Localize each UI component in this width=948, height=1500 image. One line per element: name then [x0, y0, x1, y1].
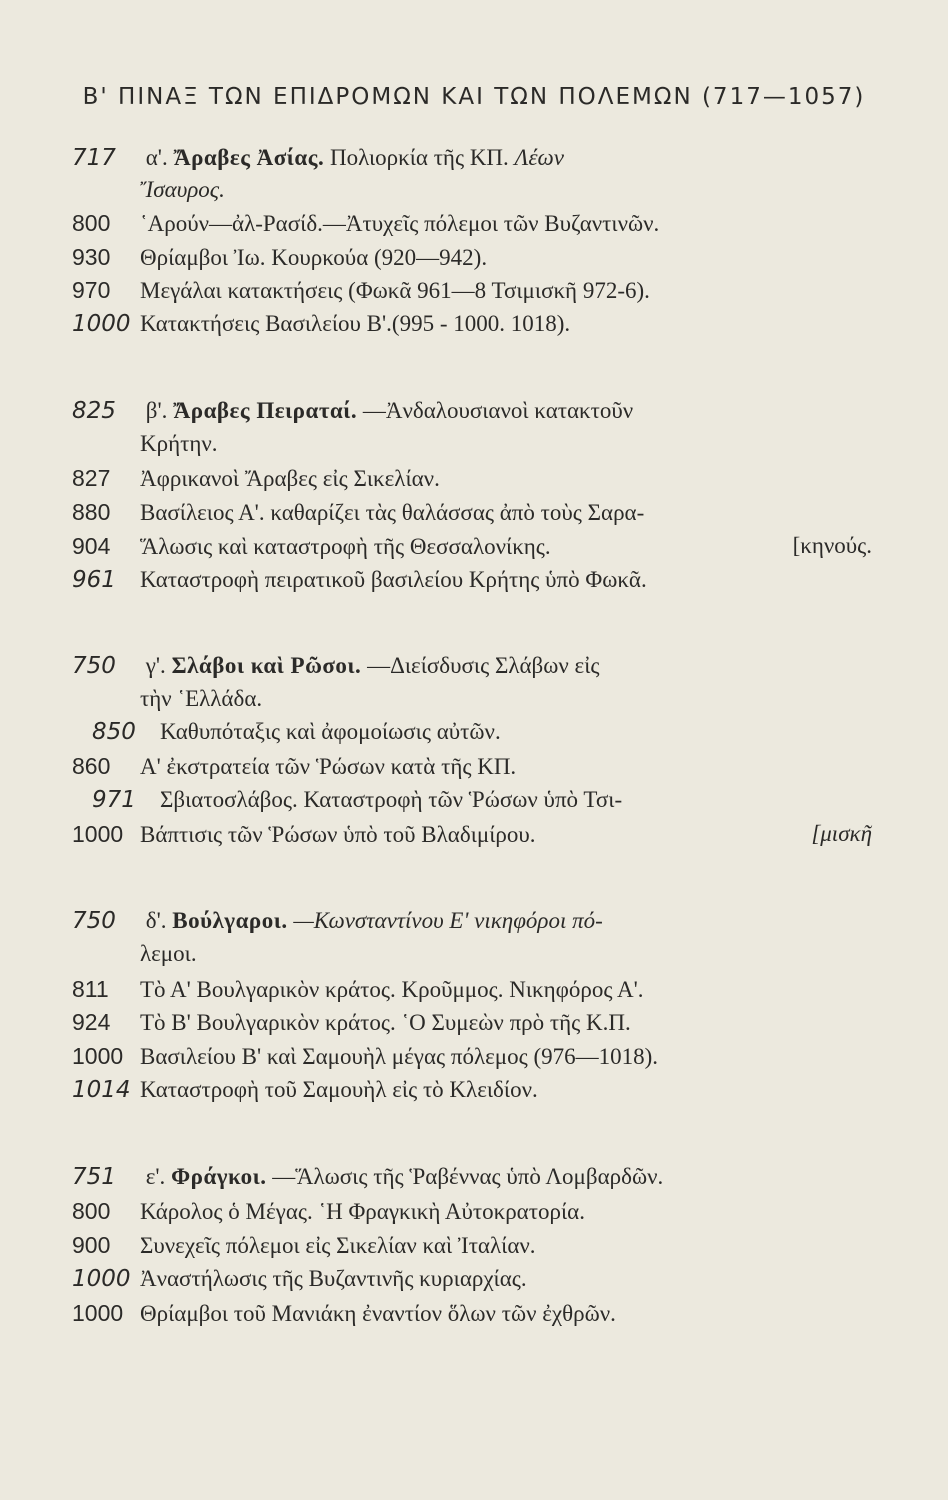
section-heading: 751 ε'. Φράγκοι. —Ἅλωσις τῆς Ῥαβέννας ὑπὸ Λομβαρδῶν. [72, 1164, 664, 1190]
entry-row: 924 Τὸ Β' Βουλγαρικὸν κράτος. ῾Ο Συμεὼν πρὸ τῆς Κ.Π. [72, 1009, 631, 1035]
entry-row: 1000 Κατακτήσεις Βασιλείου Β'.(995 - 1000. 1018). [72, 311, 571, 337]
entry-row: 850 Καθυπόταξις καὶ ἀφομοίωσις αὐτῶν. [92, 719, 501, 745]
entry-row: 800 ῾Αρούν—ἀλ-Ρασίδ.—Ἀτυχεῖς πόλεμοι τῶν Βυζαντινῶν. [72, 210, 660, 236]
entry-row: 1014 Καταστροφὴ τοῦ Σαμουὴλ εἰς τὸ Κλειδίον. [72, 1077, 538, 1103]
section-heading [72, 142, 872, 174]
section-letter: α'. [145, 145, 168, 170]
section-heading: 750 γ'. Σλάβοι καὶ Ρῶσοι. —Διείσδυσις Σλάβων εἰς [72, 653, 600, 679]
entry-row: 1000 Βασιλείου Β' καὶ Σαμουὴλ μέγας πόλεμος (976—1018). [72, 1043, 659, 1069]
section-continuation: τὴν ῾Ελλάδα. [140, 686, 263, 711]
section-title: Ἄραβες Ἀσίας. [173, 145, 325, 170]
entry-row: 1000 Βάπτισις τῶν Ῥώσων ὑπὸ τοῦ Βλαδιμίρου. [μισκῆ [72, 821, 872, 847]
entry-row: 880 Βασίλειος Α'. καθαρίζει τὰς θαλάσσας ἀπὸ τοὺς Σαρα- [72, 499, 645, 525]
entry-row: 961 Καταστροφὴ πειρατικοῦ βασιλείου Κρήτης ὑπὸ Φωκᾶ. [72, 567, 647, 593]
page-header: Β' ΠΙΝΑΞ ΤΩΝ ΕΠΙΔΡΟΜΩΝ ΚΑΙ ΤΩΝ ΠΟΛΕΜΩΝ (717—1057) [82, 84, 866, 110]
entry-row: 860 Α' ἐκστρατεία τῶν Ῥώσων κατὰ τῆς ΚΠ. [72, 753, 517, 779]
entry-row: 970 Μεγάλαι κατακτήσεις (Φωκᾶ 961—8 Τσιμισκῆ 972-6). [72, 277, 650, 303]
section-continuation: Κρήτην. [140, 431, 218, 456]
section-continuation: Ἴσαυρος. [140, 177, 225, 202]
entry-row: 971 Σβιατοσλάβος. Καταστροφὴ τῶν Ῥώσων ὑπὸ Τσι- [92, 787, 623, 813]
entry-row: 900 Συνεχεῖς πόλεμοι εἰς Σικελίαν καὶ Ἰταλίαν. [72, 1232, 536, 1258]
entry-row: 1000 Θρίαμβοι τοῦ Μανιάκη ἐναντίον ὅλων τῶν ἐχθρῶν. [72, 1300, 616, 1326]
section-text: Πολιορκία τῆς ΚΠ. [329, 145, 509, 170]
section-heading: 825 β'. Ἄραβες Πειραταί. —Ἀνδαλουσιανοὶ κατακτοῦν [72, 398, 634, 424]
entry-row: 811 Τὸ Α' Βουλγαρικὸν κράτος. Κροῦμμος. Νικηφόρος Α'. [72, 976, 644, 1002]
section-continuation: λεμοι. [140, 941, 197, 966]
entry-row: 827 Ἀφρικανοὶ Ἄραβες εἰς Σικελίαν. [72, 465, 440, 491]
entry-row: 800 Κάρολος ὁ Μέγας. ῾Η Φραγκικὴ Αὐτοκρατορία. [72, 1198, 585, 1224]
section-year: 717 [72, 145, 116, 171]
entry-row: 1000 Ἀναστήλωσις τῆς Βυζαντινῆς κυριαρχίας. [72, 1266, 527, 1292]
entry-row: 930 Θρίαμβοι Ἰω. Κουρκούα (920—942). [72, 244, 488, 270]
section-tail: Λέων [514, 145, 564, 170]
section-heading: 750 δ'. Βούλγαροι. —Κωνσταντίνου Ε' νικηφόροι πό- [72, 908, 603, 934]
entry-row: 904 Ἅλωσις καὶ καταστροφὴ τῆς Θεσσαλονίκης. [κηνούς. [72, 533, 872, 559]
